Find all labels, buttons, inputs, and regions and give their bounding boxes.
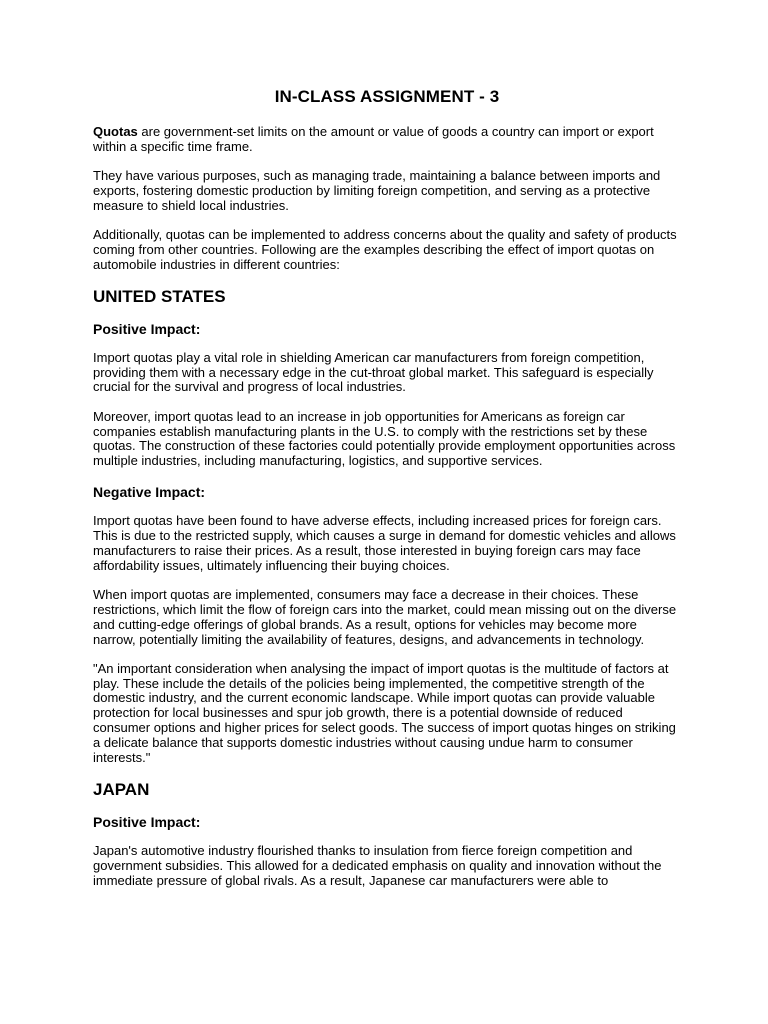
us-negative-paragraph-3: "An important consideration when analysing the impact of import quotas is the multitude of factors at play. These include the details of the policies being implemented, the competitive strength of the domestic industry, and the current economic landscape. While import quotas can provide valuable protection for local businesses and spur job growth, there is a potential downside of reduced consumer options and higher prices for select goods. The success of import quotas hinges on striking a delicate balance that supports domestic industries without causing undue harm to consumer interests." [93,660,676,765]
intro-paragraph-3: Additionally, quotas can be implemented to address concerns about the quality and safety of products coming from other countries. Following are the examples describing the effect of import quotas on automobile industries in different countries: [93,226,677,272]
section-heading-united-states: UNITED STATES [93,286,226,306]
us-negative-paragraph-1: Import quotas have been found to have adverse effects, including increased prices for foreign cars. This is due to the restricted supply, which causes a surge in demand for domestic vehicles and allows manufacturers to raise their prices. As a result, those interested in buying foreign cars may face affordability issues, ultimately influencing their buying choices. [93,513,676,573]
document-page [93,86,681,903]
japan-positive-impact-heading: Positive Impact: [93,813,201,830]
us-positive-paragraph-2: Moreover, import quotas lead to an increase in job opportunities for Americans as foreign car companies establish manufacturing plants in the U.S. to comply with the restrictions set by these quotas. The construction of these factories could potentially provide employment opportunities across multiple industries, including manufacturing, logistics, and supportive services. [93,408,676,469]
intro-paragraph-1-text: are government-set limits on the amount or value of goods a country can import or export within a specific time frame. [93,124,654,154]
intro-term-quotas: Quotas [93,124,138,139]
intro-paragraph-2: They have various purposes, such as managing trade, maintaining a balance between imports and exports, fostering domestic production by limiting foreign competition, and serving as a protective measure to shield local industries. [93,168,661,213]
document-title: IN-CLASS ASSIGNMENT - 3 [274,87,500,106]
us-positive-impact-heading: Positive Impact: [93,320,201,337]
section-heading-japan: JAPAN [93,779,150,799]
intro-paragraph-1 [93,125,681,155]
us-negative-impact-heading: Negative Impact: [93,484,206,501]
japan-positive-paragraph-1: Japan's automotive industry flourished thanks to insulation from fierce foreign competition and government subsidies. This allowed for a dedicated emphasis on quality and innovation without the immediate pressure of global rivals. As a result, Japanese car manufacturers were able to [93,842,662,888]
us-negative-paragraph-2: When import quotas are implemented, consumers may face a decrease in their choices. These restrictions, which limit the flow of foreign cars into the market, could mean missing out on the diverse and cutting-edge offerings of global brands. As a result, options for vehicles may become more narrow, potentially limiting the availability of features, designs, and advancements in technology. [93,587,677,647]
us-positive-paragraph-1: Import quotas play a vital role in shielding American car manufacturers from foreign competition, providing them with a necessary edge in the cut-throat global market. This safeguard is especially crucial for the survival and progress of local industries. [93,349,654,395]
